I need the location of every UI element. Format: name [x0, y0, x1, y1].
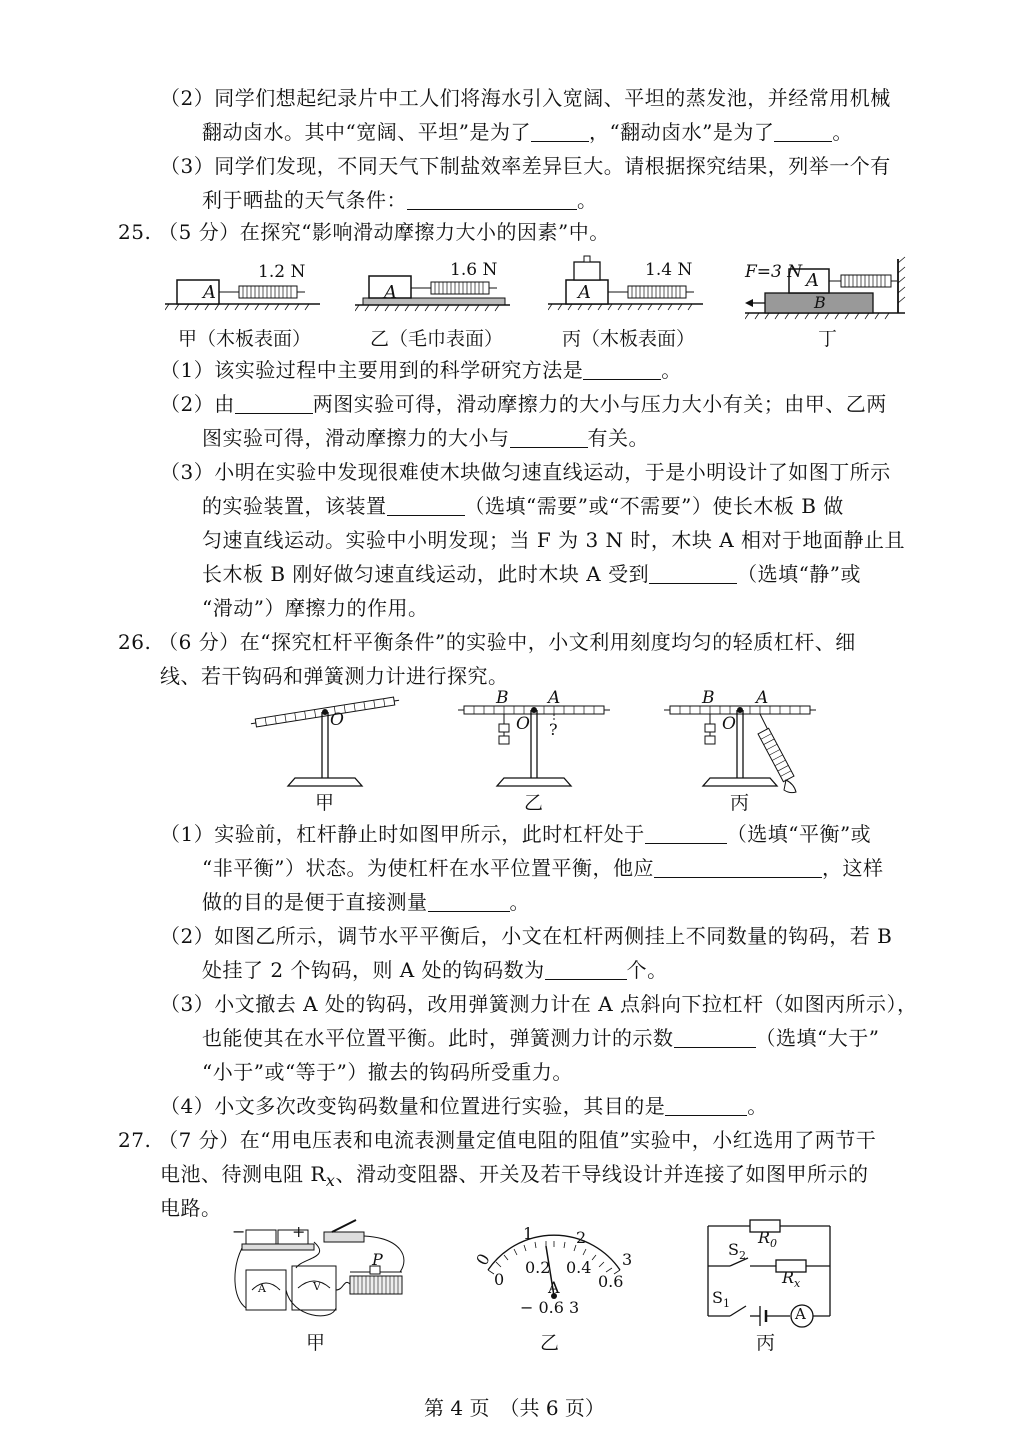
text: 长木板 B 刚好做匀速直线运动，此时木块 A 受到	[202, 562, 650, 586]
text: “非平衡”）状态。为使杠杆在水平位置平衡，他应	[202, 856, 654, 880]
text: 。	[661, 358, 682, 382]
q24-p2-line1: （2）同学们想起纪录片中工人们将海水引入宽阔、平坦的蒸发池，并经常用机械	[160, 86, 891, 110]
pivot-label: O	[330, 710, 344, 730]
bottom-scale-2: 0.4	[566, 1258, 592, 1277]
text: （选填“平衡”或	[726, 822, 872, 846]
switch-s1-label	[712, 1288, 730, 1310]
figure-caption: 丙	[730, 792, 750, 814]
answer-blank[interactable]	[665, 1095, 747, 1116]
answer-blank[interactable]	[235, 393, 313, 414]
q26-p1-line3	[202, 888, 530, 916]
battery-negative: −	[232, 1222, 246, 1241]
text: R	[758, 1228, 771, 1247]
text: 的实验装置，该装置	[202, 494, 387, 518]
answer-blank[interactable]	[654, 857, 822, 878]
block-label: A	[806, 270, 819, 291]
text: 做的目的是便于直接测量	[202, 890, 428, 914]
top-scale-1: 1	[523, 1224, 534, 1243]
q26-p3-line2	[202, 1024, 879, 1052]
figure-caption: 甲（木板表面）	[178, 328, 312, 350]
bottom-scale-1: 0.2	[525, 1258, 551, 1277]
subscript: x	[325, 1171, 336, 1190]
text: （选填“大于”	[755, 1026, 880, 1050]
answer-blank[interactable]	[510, 427, 588, 448]
q26-p4	[160, 1092, 768, 1120]
q25-p3-line1: （3）小明在实验中发现很难使木块做匀速直线运动，于是小明设计了如图丁所示	[160, 460, 891, 484]
text: 有关。	[587, 426, 649, 450]
figure-caption: 甲	[306, 1332, 326, 1354]
text: ，这样	[821, 856, 884, 880]
text: 两图实验可得，滑动摩擦力的大小与压力大小有关；由甲、乙两	[312, 392, 887, 416]
ammeter-label: A	[258, 1282, 266, 1295]
r0-label	[758, 1228, 777, 1250]
lever-figure-2	[458, 700, 613, 790]
figure-caption: 丁	[818, 328, 838, 350]
circuit-figure-1	[232, 1218, 427, 1328]
q24-p2-line2	[202, 118, 853, 146]
subscript: 2	[738, 1249, 746, 1263]
q25-p1	[160, 356, 682, 384]
q26-title-line1: 26. （6 分）在“探究杠杆平衡条件”的实验中，小文利用刻度均匀的轻质杠杆、细	[118, 630, 856, 654]
force-label: F=3 N	[745, 262, 803, 282]
answer-blank[interactable]	[387, 495, 465, 516]
text: 。	[509, 890, 530, 914]
page-footer: 第 4 页 （共 6 页）	[424, 1396, 605, 1420]
text: 个。	[626, 958, 668, 982]
figure-caption: 乙（毛巾表面）	[370, 328, 504, 350]
point-b-label: B	[702, 688, 715, 708]
top-scale-0: 0	[472, 1250, 494, 1269]
point-b-label: B	[496, 688, 509, 708]
answer-blank[interactable]	[774, 121, 832, 142]
q26-p3-line1: （3）小文撤去 A 处的钩码，改用弹簧测力计在 A 点斜向下拉杠杆（如图丙所示），	[160, 992, 918, 1016]
answer-blank[interactable]	[583, 359, 661, 380]
q27-title-line2	[160, 1160, 868, 1195]
force-label: 1.2 N	[258, 262, 306, 282]
q26-p1-line2	[202, 854, 883, 882]
force-label: 1.6 N	[450, 260, 498, 280]
q26-title-line2: 线、若干钩码和弹簧测力计进行探究。	[160, 664, 509, 688]
block-label: A	[384, 282, 397, 303]
answer-blank[interactable]	[531, 121, 589, 142]
figure-caption: 丙	[756, 1332, 776, 1354]
text: 处挂了 2 个钩码，则 A 处的钩码数为	[202, 958, 545, 982]
block-label: A	[203, 282, 216, 303]
voltmeter-label: V	[313, 1280, 321, 1293]
top-scale-2: 2	[576, 1228, 587, 1247]
q26-p3-line3: “小于”或“等于”）撤去的钩码所受重力。	[202, 1060, 573, 1084]
q24-p3-line2	[202, 186, 598, 214]
slider-label: P	[372, 1250, 383, 1269]
switch-s2-label	[728, 1240, 746, 1262]
subscript: 1	[722, 1297, 730, 1311]
battery-positive: +	[292, 1222, 306, 1241]
subscript: 0	[770, 1237, 778, 1251]
bottom-scale-3: 0.6	[598, 1272, 624, 1291]
figure-caption: 乙	[540, 1332, 560, 1354]
text: S	[728, 1240, 739, 1259]
text: 。	[832, 120, 853, 144]
q26-p2-line1: （2）如图乙所示，调节水平平衡后，小文在杠杆两侧挂上不同数量的钩码，若 B	[160, 924, 893, 948]
text: 。	[747, 1094, 768, 1118]
figure-caption: 甲	[315, 792, 335, 814]
text: S	[712, 1288, 723, 1307]
q25-p3-line2	[202, 492, 844, 520]
figure-caption: 乙	[524, 792, 544, 814]
text: 、滑动变阻器、开关及若干导线设计并连接了如图甲所示的	[335, 1162, 869, 1186]
rx-label	[782, 1268, 800, 1290]
answer-blank[interactable]	[645, 823, 727, 844]
text: 也能使其在水平位置平衡。此时，弹簧测力计的示数	[202, 1026, 674, 1050]
answer-blank[interactable]	[545, 959, 627, 980]
text: （2）由	[160, 392, 235, 416]
text: （选填“需要”或“不需要”）使长木板 B 做	[464, 494, 844, 518]
unknown-mark: ?	[549, 720, 558, 739]
pivot-label: O	[516, 714, 530, 734]
q25-p3-line3: 匀速直线运动。实验中小明发现；当 F 为 3 N 时，木块 A 相对于地面静止且	[202, 528, 906, 552]
lever-figure-1	[250, 690, 405, 790]
text: ，“翻动卤水”是为了	[588, 120, 775, 144]
q27-title-line1: 27. （7 分）在“用电压表和电流表测量定值电阻的阻值”实验中，小红选用了两节干	[118, 1128, 877, 1152]
q25-p2-line1	[160, 390, 887, 418]
subscript: x	[794, 1277, 801, 1291]
answer-blank[interactable]	[674, 1027, 756, 1048]
text: 电池、待测电阻 R	[160, 1162, 326, 1186]
q26-p1-line1	[160, 820, 871, 848]
q25-p3-line5: “滑动”）摩擦力的作用。	[202, 596, 429, 620]
q25-p3-line4	[202, 560, 861, 588]
board-label: B	[814, 293, 826, 312]
pivot-label: O	[722, 714, 736, 734]
answer-blank[interactable]	[428, 891, 510, 912]
text: （4）小文多次改变钩码数量和位置进行实验，其目的是	[160, 1094, 666, 1118]
q25-p2-line2	[202, 424, 649, 452]
force-label: 1.4 N	[645, 260, 693, 280]
q26-p2-line2	[202, 956, 668, 984]
text: 。	[577, 188, 598, 212]
text: 图实验可得，滑动摩擦力的大小与	[202, 426, 510, 450]
lever-figure-3	[664, 700, 824, 800]
text: 翻动卤水。其中“宽阔、平坦”是为了	[202, 120, 531, 144]
answer-blank[interactable]	[407, 189, 577, 210]
ammeter-symbol: A	[795, 1305, 806, 1323]
text: （1）该实验过程中主要用到的科学研究方法是	[160, 358, 584, 382]
text: R	[782, 1268, 795, 1287]
point-a-label: A	[548, 688, 561, 708]
q27-title-line3: 电路。	[160, 1196, 222, 1220]
answer-blank[interactable]	[649, 563, 737, 584]
block-label: A	[578, 282, 591, 303]
unit-label: A	[548, 1278, 560, 1297]
bottom-scale-0: 0	[494, 1270, 505, 1289]
q25-title: 25. （5 分）在探究“影响滑动摩擦力大小的因素”中。	[118, 220, 610, 244]
terminals-label: − 0.6 3	[520, 1298, 580, 1317]
figure-caption: 丙（木板表面）	[562, 328, 696, 350]
text: （选填“静”或	[737, 562, 862, 586]
text: 利于晒盐的天气条件：	[202, 188, 407, 212]
point-a-label: A	[756, 688, 769, 708]
text: （1）实验前，杠杆静止时如图甲所示，此时杠杆处于	[160, 822, 645, 846]
q24-p3-line1: （3）同学们发现，不同天气下制盐效率差异巨大。请根据探究结果，列举一个有	[160, 154, 891, 178]
top-scale-3: 3	[622, 1250, 633, 1269]
